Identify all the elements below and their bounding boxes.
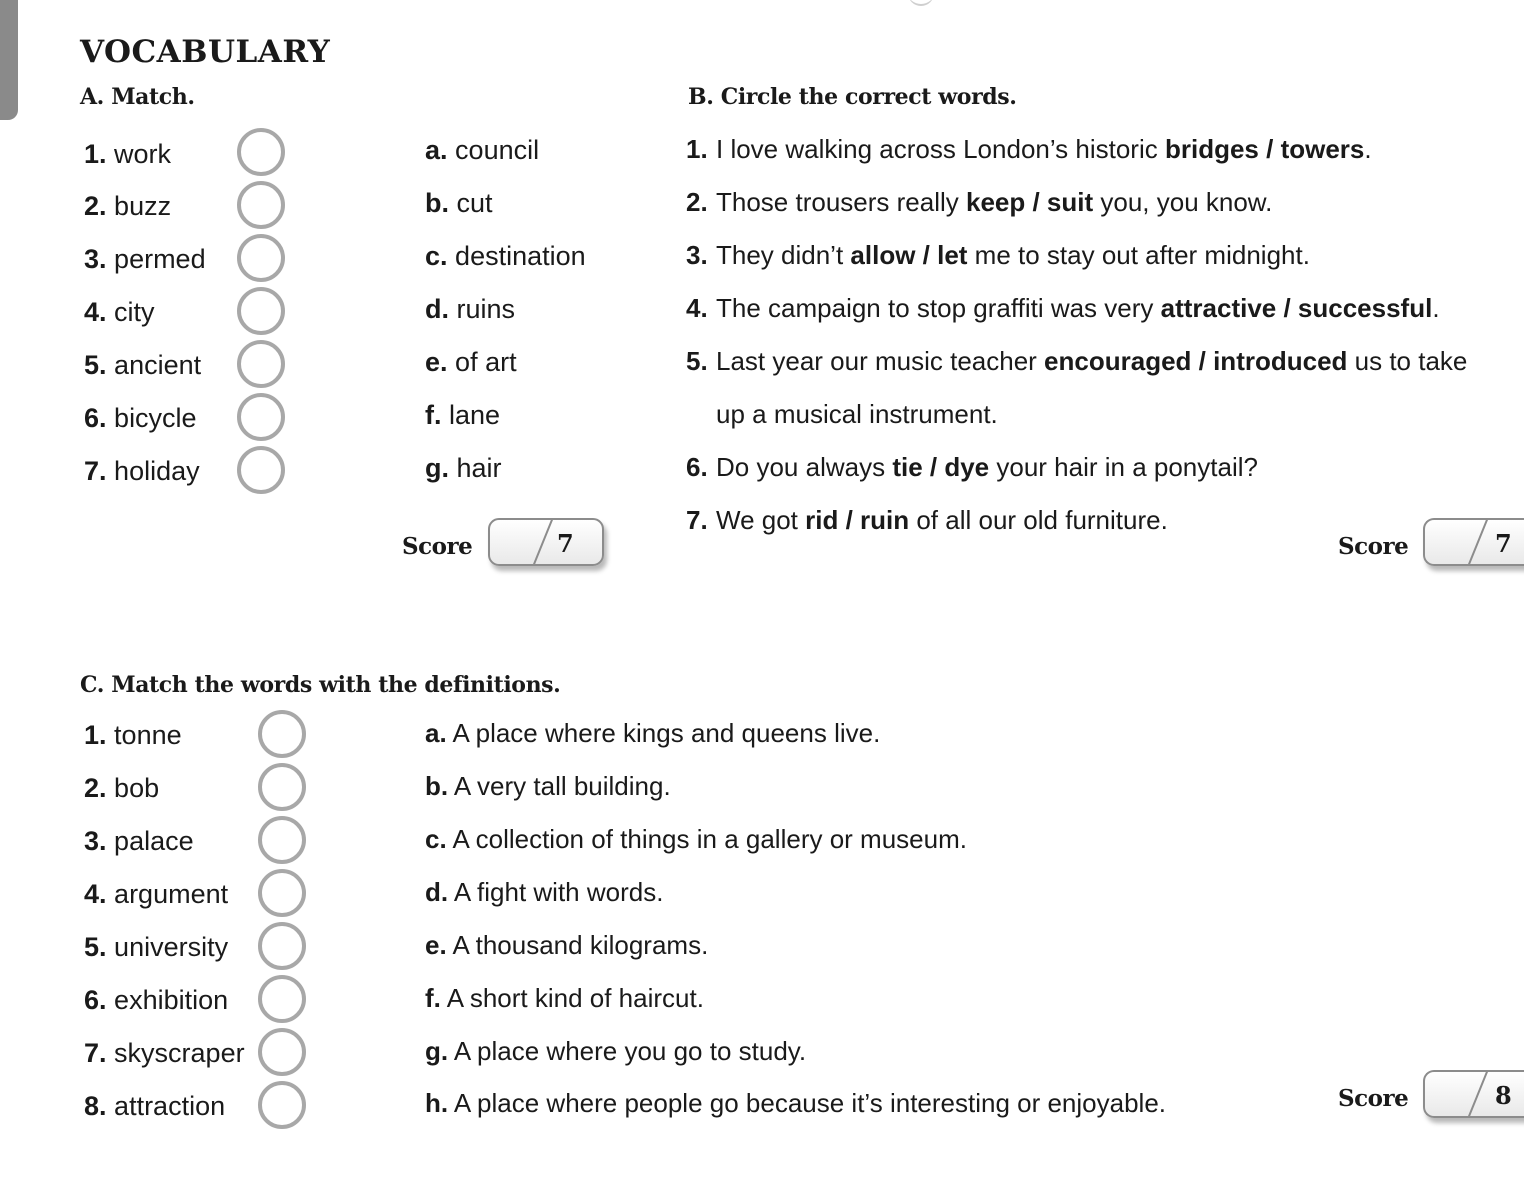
sentence-item: 6. Do you always tie / dye your hair in a ponytail?: [686, 452, 1258, 482]
section-a-score-box[interactable]: [488, 518, 604, 566]
definition-item: h. A place where people go because it’s interesting or enjoyable.: [425, 1088, 1167, 1118]
word-options[interactable]: rid / ruin: [805, 505, 910, 535]
answer-circle[interactable]: [237, 393, 285, 441]
section-b-score-total: 7: [1495, 529, 1512, 558]
sentence-item: 4. The campaign to stop graffiti was very attractive / successful.: [686, 293, 1440, 323]
answer-circle[interactable]: [237, 446, 285, 494]
answer-circle[interactable]: [237, 287, 285, 335]
match-a-left-item: 7. holiday: [84, 456, 200, 486]
definition-item: d. A fight with words.: [425, 877, 664, 907]
definition-item: b. A very tall building.: [425, 771, 671, 801]
match-c-word-item: 8. attraction: [84, 1091, 226, 1121]
page-title: VOCABULARY: [80, 34, 331, 70]
answer-circle[interactable]: [258, 869, 306, 917]
sentence-item: 3. They didn’t allow / let me to stay out after midnight.: [686, 240, 1310, 270]
answer-circle[interactable]: [258, 1028, 306, 1076]
match-c-word-item: 5. university: [84, 932, 229, 962]
answer-circle[interactable]: [258, 710, 306, 758]
match-a-left-item: 6. bicycle: [84, 403, 197, 433]
answer-circle[interactable]: [237, 340, 285, 388]
sentence-continuation: up a musical instrument.: [716, 399, 998, 429]
answer-circle[interactable]: [237, 181, 285, 229]
sentence-item: 1. I love walking across London’s historic bridges / towers.: [686, 134, 1372, 164]
answer-circle[interactable]: [258, 975, 306, 1023]
match-a-right-item: f. lane: [425, 400, 501, 430]
word-options[interactable]: tie / dye: [892, 452, 990, 482]
definition-item: e. A thousand kilograms.: [425, 930, 709, 960]
match-a-right-item: g. hair: [425, 453, 502, 483]
word-options[interactable]: allow / let: [850, 240, 968, 270]
word-options[interactable]: bridges / towers: [1164, 134, 1365, 164]
match-a-left-item: 2. buzz: [84, 191, 172, 221]
match-a-right-item: a. council: [425, 135, 540, 165]
decorative-arc: [908, 0, 934, 6]
section-c-score-label: Score: [1338, 1085, 1409, 1112]
definition-item: g. A place where you go to study.: [425, 1036, 807, 1066]
section-b-title: B. Circle the correct words.: [688, 84, 1017, 110]
section-b-score-box[interactable]: [1423, 518, 1524, 566]
section-c-score-box[interactable]: [1423, 1070, 1524, 1118]
sentence-item: 5. Last year our music teacher encouraged / introduced us to take: [686, 346, 1468, 376]
sentence-item: 2. Those trousers really keep / suit you, you know.: [686, 187, 1273, 217]
match-a-right-item: c. destination: [425, 241, 586, 271]
match-a-right-item: b. cut: [425, 188, 493, 218]
word-options[interactable]: encouraged / introduced: [1044, 346, 1348, 376]
section-c-score-total: 8: [1495, 1081, 1512, 1110]
answer-circle[interactable]: [258, 763, 306, 811]
match-c-word-item: 3. palace: [84, 826, 194, 856]
match-c-word-item: 2. bob: [84, 773, 160, 803]
definition-item: c. A collection of things in a gallery or museum.: [425, 824, 967, 854]
match-c-word-item: 7. skyscraper: [84, 1038, 245, 1068]
match-a-left-item: 4. city: [84, 297, 155, 327]
definition-item: f. A short kind of haircut.: [425, 983, 704, 1013]
section-c-title: C. Match the words with the definitions.: [80, 672, 561, 698]
answer-circle[interactable]: [237, 234, 285, 282]
definition-item: a. A place where kings and queens live.: [425, 718, 881, 748]
match-c-word-item: 1. tonne: [84, 720, 182, 750]
match-a-left-item: 3. permed: [84, 244, 206, 274]
match-c-word-item: 4. argument: [84, 879, 229, 909]
answer-circle[interactable]: [258, 1081, 306, 1129]
section-a-title: A. Match.: [80, 84, 195, 110]
match-c-word-item: 6. exhibition: [84, 985, 229, 1015]
match-a-right-item: d. ruins: [425, 294, 516, 324]
section-a-score-label: Score: [402, 533, 473, 560]
match-a-left-item: 5. ancient: [84, 350, 202, 380]
section-a-score-total: 7: [557, 529, 574, 558]
word-options[interactable]: keep / suit: [965, 187, 1094, 217]
match-a-right-item: e. of art: [425, 347, 517, 377]
page-tab-marker: [0, 0, 18, 120]
answer-circle[interactable]: [258, 816, 306, 864]
answer-circle[interactable]: [258, 922, 306, 970]
answer-circle[interactable]: [237, 128, 285, 176]
word-options[interactable]: attractive / successful: [1160, 293, 1433, 323]
section-b-score-label: Score: [1338, 533, 1409, 560]
sentence-item: 7. We got rid / ruin of all our old furniture.: [686, 505, 1168, 535]
match-a-left-item: 1. work: [84, 139, 172, 169]
